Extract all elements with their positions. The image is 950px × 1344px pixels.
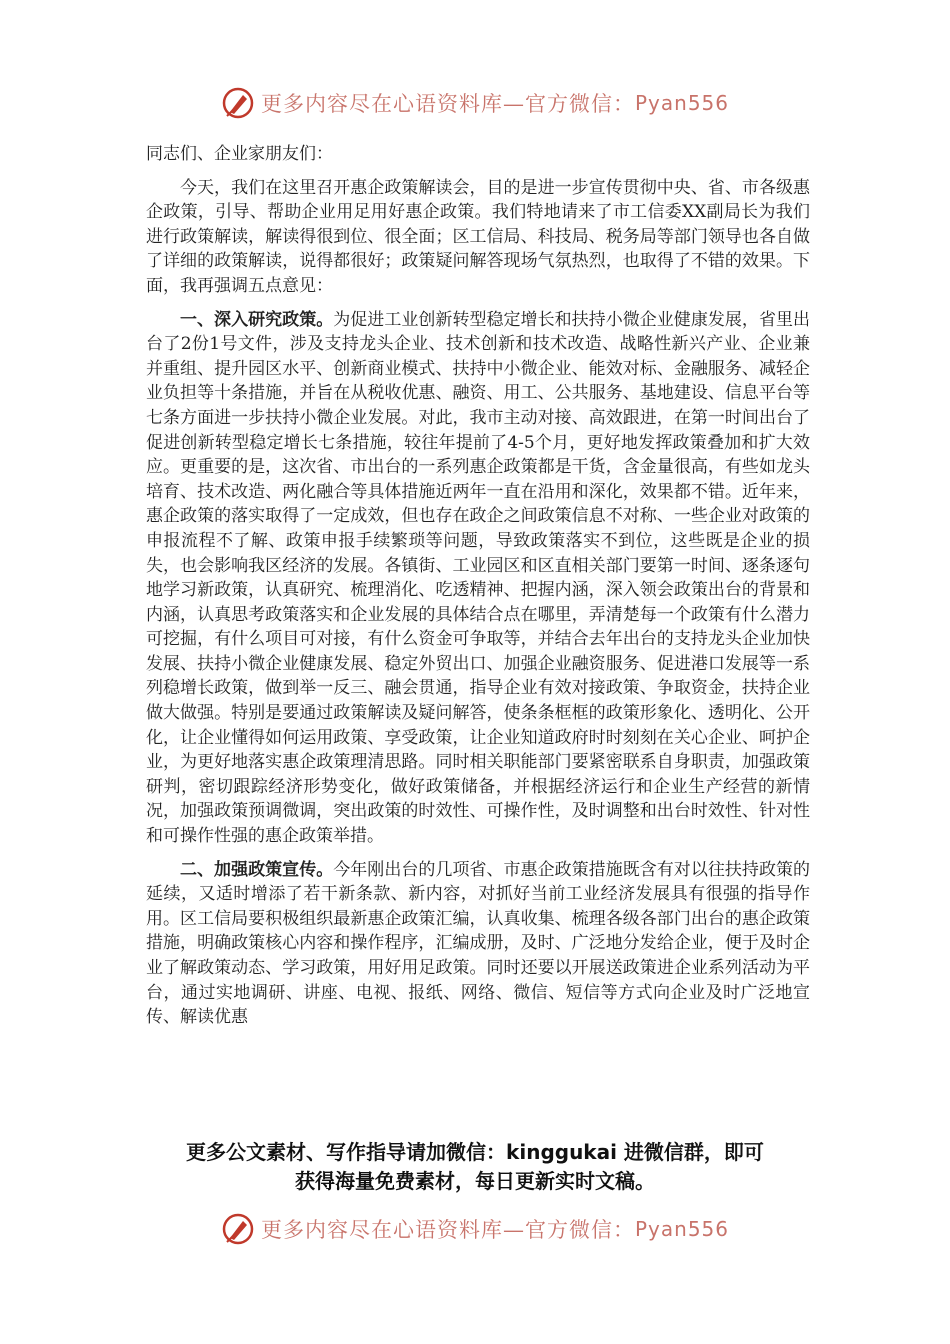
header-banner (0, 83, 950, 123)
greeting: 同志们、企业家朋友们： (146, 144, 333, 164)
promo-line-2: 获得海量免费素材，每日更新实时文稿。 (295, 1169, 655, 1193)
footer-banner-text: 更多内容尽在心语资料库—官方微信： (260, 1218, 635, 1242)
section-2-paragraph (146, 858, 810, 1030)
section-1-heading: 一、深入研究政策。 (180, 309, 334, 330)
banner-text: 更多内容尽在心语资料库—官方微信： (260, 92, 635, 116)
footer-banner-wechat-id: Pyan556 (634, 1217, 729, 1241)
section-2-heading: 二、加强政策宣传。 (180, 859, 334, 880)
document-body (146, 142, 810, 1039)
section-2-body: 今年刚出台的几项省、市惠企政策措施既含有对以往扶持政策的延续，又适时增添了若干新条款、新内容，对抓好当前工业经济发展具有很强的指导作用。区工信局要积极组织最新惠企政策汇编，认真收集、梳理各级各部门出台的惠企政策措施，明确政策核心内容和操作程序，汇编成册，及时、广泛地分发给企业，便于及时企业了解政策动态、学习政策，用好用足政策。同时还要以开展送政策进企业系列活动为平台，通过实地调研、讲座、电视、报纸、网络、微信、短信等方式向企业及时广泛地宣传、解读优惠 (146, 859, 810, 1028)
pen-nib-circle-icon (221, 86, 255, 120)
pen-nib-circle-icon (221, 1212, 255, 1246)
section-1-paragraph (146, 308, 810, 849)
section-1-body: 为促进工业创新转型稳定增长和扶持小微企业健康发展，省里出台了2份1号文件，涉及支持龙头企业、技术创新和技术改造、战略性新兴产业、企业兼并重组、提升园区水平、创新商业模式、扶持中小微企业、能效对标、金融服务、减轻企业负担等十条措施，并旨在从税收优惠、融资、用工、公共服务、基地建设、信息平台等七条方面进一步扶持小微企业发展。对此，我市主动对接、高效跟进，在第一时间出台了促进创新转型稳定增长七条措施，较往年提前了4-5个月，更好地发挥政策叠加和扩大效应。更重要的是，这次省、市出台的一系列惠企政策都是干货，含金量很高，有些如龙头培育、技术改造、两化融合等具体措施近两年一直在沿用和深化，效果都不错。近年来，惠企政策的落实取得了一定成效，但也存在政企之间政策信息不对称、一些企业对政策的申报流程不了解、政策申报手续繁琐等问题，导致政策落实不到位，这些既是企业的损失，也会影响我区经济的发展。各镇街、工业园区和区直相关部门要第一时间、逐条逐句地学习新政策，认真研究、梳理消化、吃透精神、把握内涵，深入领会政策出台的背景和内涵，认真思考政策落实和企业发展的具体结合点在哪里，弄清楚每一个政策有什么潜力可挖掘，有什么项目可对接，有什么资金可争取等，并结合去年出台的支持龙头企业加快发展、扶持小微企业健康发展、稳定外贸出口、加强企业融资服务、促进港口发展等一系列稳增长政策，做到举一反三、融会贯通，指导企业有效对接政策、争取资金，扶持企业做大做强。特别是要通过政策解读及疑问解答，使条条框框的政策形象化、透明化、公开化，让企业懂得如何运用政策、享受政策，让企业知道政府时时刻刻在关心企业、呵护企业，为更好地落实惠企政策理清思路。同时相关职能部门要紧密联系自身职责，加强政策研判，密切跟踪经济形势变化，做好政策储备，并根据经济运行和企业生产经营的新情况，加强政策预调微调，突出政策的时效性、可操作性，及时调整和出台时效性、针对性和可操作性强的惠企政策举措。 (146, 309, 810, 847)
promo-line-1: 更多公文素材、写作指导请加微信：kinggukai 进微信群，即可 (186, 1140, 764, 1164)
promo-notice (120, 1138, 830, 1196)
banner-wechat-id: Pyan556 (634, 91, 729, 115)
footer-banner (0, 1209, 950, 1249)
intro-paragraph: 今天，我们在这里召开惠企政策解读会，目的是进一步宣传贯彻中央、省、市各级惠企政策，引导、帮助企业用足用好惠企政策。我们特地请来了市工信委XX副局长为我们进行政策解读，解读得很到位、很全面；区工信局、科技局、税务局等部门领导也各自做了详细的政策解读，说得都很好；政策疑问解答现场气氛热烈，也取得了不错的效果。下面，我再强调五点意见： (146, 177, 810, 296)
